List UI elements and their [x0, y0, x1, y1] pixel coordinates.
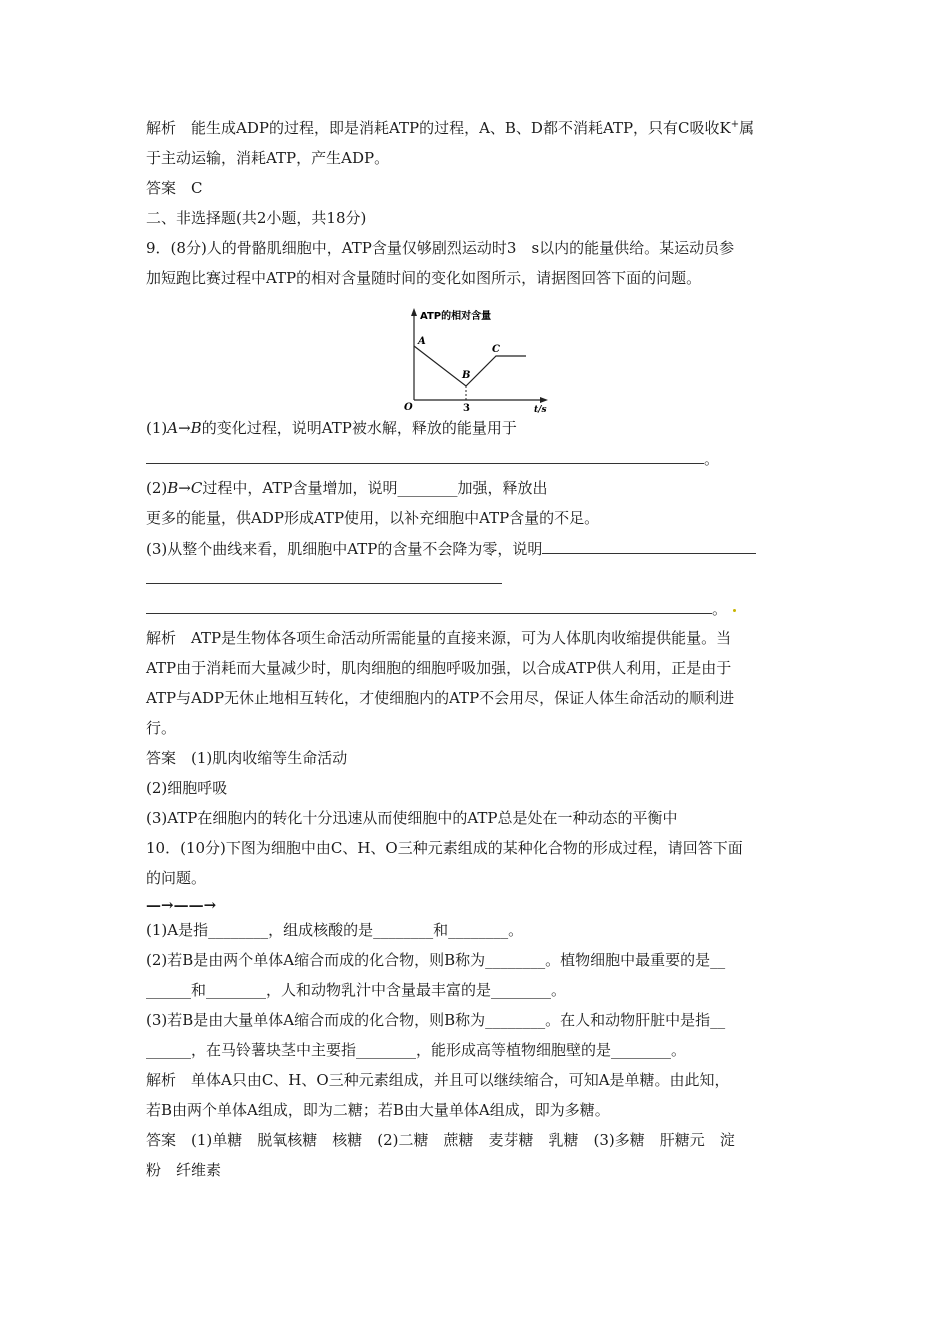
- point-c-label: C: [492, 344, 500, 355]
- question-10-2-line1: (2)若B是由两个单体A缩合而成的化合物，则B称为________。植物细胞中最重要的是__: [146, 951, 726, 969]
- question-9-3-blank2: [146, 568, 810, 588]
- document-page: [146, 118, 810, 298]
- answer-blank[interactable]: [146, 598, 712, 614]
- question-9-1-blank: 。: [146, 448, 810, 468]
- explanation-9-line2: ATP由于消耗而大量减少时，肌肉细胞的细胞呼吸加强，以合成ATP供人利用，正是由于: [146, 659, 732, 677]
- question-9-3-blank3: 。: [146, 598, 810, 618]
- y-axis-arrow: [411, 308, 417, 316]
- question-10-line1: 10．(10分)下图为细胞中由C、H、O三种元素组成的某种化合物的形成过程，请回答下面: [146, 839, 743, 857]
- tick-3-label: 3: [463, 403, 470, 414]
- question-9-line1: 9．(8分)人的骨骼肌细胞中，ATP含量仅够剧烈运动时3 s以内的能量供给。某运动员参: [146, 239, 735, 257]
- point-b-label: B: [462, 370, 471, 381]
- answer-blank[interactable]: [146, 448, 704, 464]
- stray-mark: [733, 609, 736, 612]
- question-9-line2: 加短跑比赛过程中ATP的相对含量随时间的变化如图所示，请据图回答下面的问题。: [146, 269, 702, 287]
- explanation-9-line1: 解析 ATP是生物体各项生命活动所需能量的直接来源，可为人体肌肉收缩提供能量。当: [146, 629, 732, 647]
- explanation-8-line2: 于主动运输，消耗ATP，产生ADP。: [146, 149, 390, 167]
- explanation-9-line3: ATP与ADP无休止地相互转化，才使细胞内的ATP不会用尽，保证人体生命活动的顺利进: [146, 689, 735, 707]
- answer-blank[interactable]: [542, 538, 756, 554]
- question-9-2-line2: 更多的能量，供ADP形成ATP使用，以补充细胞中ATP含量的不足。: [146, 509, 600, 527]
- question-10-3-line1: (3)若B是由大量单体A缩合而成的化合物，则B称为________。在人和动物肝脏中是指__: [146, 1011, 726, 1029]
- atp-chart: [394, 306, 554, 416]
- answer-9-2: (2)细胞呼吸: [146, 779, 228, 797]
- answer-blank[interactable]: [146, 568, 502, 584]
- question-9-2: (2)B→C过程中，ATP含量增加，说明________加强，释放出: [146, 479, 548, 497]
- answer-10-line2: 粉 纤维素: [146, 1161, 222, 1179]
- explanation-10-line1: 解析 单体A只由C、H、O三种元素组成，并且可以继续缩合，可知A是单糖。由此知，: [146, 1071, 730, 1089]
- y-axis-label: ATP的相对含量: [420, 311, 492, 322]
- question-10-line2: 的问题。: [146, 869, 207, 887]
- document-page-continued: [146, 418, 810, 1190]
- flow-arrows: —→——→: [146, 896, 217, 914]
- explanation-8-line1: 解析 能生成ADP的过程，即是消耗ATP的过程，A、B、D都不消耗ATP，只有C吸收K+属: [146, 119, 755, 137]
- point-a-label: A: [418, 336, 426, 347]
- explanation-9-line4: 行。: [146, 719, 177, 737]
- question-10-3-line2: ______，在马铃薯块茎中主要指________，能形成高等植物细胞壁的是________。: [146, 1041, 687, 1059]
- question-9-1: (1)A→B的变化过程，说明ATP被水解，释放的能量用于: [146, 419, 517, 437]
- x-axis-label: t/s: [534, 405, 547, 415]
- section-heading: 二、非选择题(共2小题，共18分): [146, 209, 367, 227]
- answer-8: 答案 C: [146, 179, 203, 197]
- origin-label: O: [404, 402, 413, 413]
- question-10-1: (1)A是指________，组成核酸的是________和________。: [146, 921, 524, 939]
- x-axis-arrow: [540, 397, 548, 403]
- answer-9-1: 答案 (1)肌肉收缩等生命活动: [146, 749, 348, 767]
- explanation-10-line2: 若B由两个单体A组成，即为二糖；若B由大量单体A组成，即为多糖。: [146, 1101, 610, 1119]
- question-9-3: (3)从整个曲线来看，肌细胞中ATP的含量不会降为零，说明: [146, 538, 810, 558]
- answer-9-3: (3)ATP在细胞内的转化十分迅速从而使细胞中的ATP总是处在一种动态的平衡中: [146, 809, 678, 827]
- question-10-2-line2: ______和________，人和动物乳汁中含量最丰富的是________。: [146, 981, 567, 999]
- answer-10-line1: 答案 (1)单糖 脱氧核糖 核糖 (2)二糖 蔗糖 麦芽糖 乳糖 (3)多糖 肝糖元 淀: [146, 1131, 735, 1149]
